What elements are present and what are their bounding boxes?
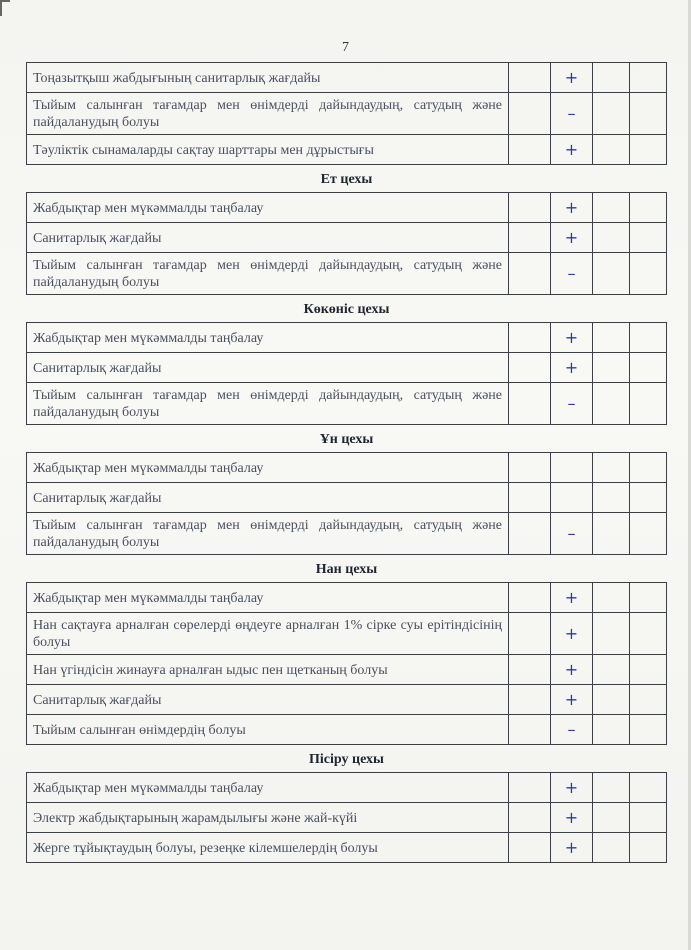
empty-cell: [630, 803, 667, 833]
criterion-text: Санитарлық жағдайы: [27, 685, 509, 715]
empty-cell: [509, 135, 551, 165]
check-mark-cell: –: [551, 513, 593, 555]
empty-cell: [630, 453, 667, 483]
check-mark-cell: +: [551, 353, 593, 383]
checklist-row: [27, 655, 667, 685]
empty-cell: [509, 253, 551, 295]
criterion-text: Нан сақтауға арналған сөрелерді өңдеуге арналған 1% сірке суы ерітіндісінің болуы: [27, 613, 509, 655]
checklist-row: [27, 583, 667, 613]
empty-cell: [593, 223, 630, 253]
checklist-row: [27, 63, 667, 93]
section-header-row: [27, 295, 667, 323]
empty-cell: [593, 323, 630, 353]
empty-cell: [630, 655, 667, 685]
check-mark-cell: +: [551, 135, 593, 165]
section-header-row: [27, 165, 667, 193]
checklist-row: [27, 773, 667, 803]
criterion-text: Жабдықтар мен мүкәммалды таңбалау: [27, 583, 509, 613]
check-mark-cell: [551, 483, 593, 513]
empty-cell: [509, 833, 551, 863]
section-header-row: [27, 555, 667, 583]
empty-cell: [593, 833, 630, 863]
criterion-text: Жабдықтар мен мүкәммалды таңбалау: [27, 453, 509, 483]
empty-cell: [630, 685, 667, 715]
section-title: Нан цехы: [27, 555, 667, 583]
check-mark-cell: –: [551, 383, 593, 425]
empty-cell: [509, 383, 551, 425]
empty-cell: [593, 583, 630, 613]
empty-cell: [593, 193, 630, 223]
checklist-row: [27, 613, 667, 655]
empty-cell: [593, 715, 630, 745]
empty-cell: [509, 773, 551, 803]
empty-cell: [509, 685, 551, 715]
empty-cell: [509, 655, 551, 685]
empty-cell: [630, 833, 667, 863]
check-mark-cell: [551, 453, 593, 483]
empty-cell: [630, 193, 667, 223]
checklist-row: [27, 453, 667, 483]
criterion-text: Тыйым салынған тағамдар мен өнімдерді дайындаудың, сатудың және пайдаланудың болуы: [27, 383, 509, 425]
empty-cell: [509, 613, 551, 655]
empty-cell: [593, 685, 630, 715]
checklist-row: [27, 253, 667, 295]
check-mark-cell: –: [551, 715, 593, 745]
criterion-text: Тыйым салынған тағамдар мен өнімдерді дайындаудың, сатудың және пайдаланудың болуы: [27, 93, 509, 135]
empty-cell: [509, 223, 551, 253]
check-mark-cell: +: [551, 323, 593, 353]
checklist-row: [27, 715, 667, 745]
empty-cell: [509, 353, 551, 383]
empty-cell: [593, 803, 630, 833]
criterion-text: Санитарлық жағдайы: [27, 483, 509, 513]
criterion-text: Жабдықтар мен мүкәммалды таңбалау: [27, 323, 509, 353]
checklist-row: [27, 193, 667, 223]
criterion-text: Жабдықтар мен мүкәммалды таңбалау: [27, 193, 509, 223]
checklist-row: [27, 383, 667, 425]
checklist-row: [27, 803, 667, 833]
empty-cell: [509, 483, 551, 513]
check-mark-cell: +: [551, 613, 593, 655]
empty-cell: [509, 63, 551, 93]
section-header-row: [27, 745, 667, 773]
criterion-text: Тыйым салынған өнімдердің болуы: [27, 715, 509, 745]
empty-cell: [593, 63, 630, 93]
empty-cell: [509, 453, 551, 483]
checklist-row: [27, 135, 667, 165]
empty-cell: [593, 383, 630, 425]
empty-cell: [630, 223, 667, 253]
empty-cell: [593, 253, 630, 295]
checklist-row: [27, 483, 667, 513]
criterion-text: Жабдықтар мен мүкәммалды таңбалау: [27, 773, 509, 803]
empty-cell: [509, 323, 551, 353]
empty-cell: [630, 715, 667, 745]
empty-cell: [630, 93, 667, 135]
checklist-row: [27, 513, 667, 555]
checklist-row: [27, 93, 667, 135]
check-mark-cell: +: [551, 583, 593, 613]
criterion-text: Санитарлық жағдайы: [27, 223, 509, 253]
empty-cell: [509, 193, 551, 223]
criterion-text: Тыйым салынған тағамдар мен өнімдерді дайындаудың, сатудың және пайдаланудың болуы: [27, 253, 509, 295]
check-mark-cell: +: [551, 833, 593, 863]
check-mark-cell: –: [551, 93, 593, 135]
check-mark-cell: +: [551, 63, 593, 93]
empty-cell: [630, 483, 667, 513]
empty-cell: [630, 773, 667, 803]
empty-cell: [593, 773, 630, 803]
criterion-text: Тыйым салынған тағамдар мен өнімдерді дайындаудың, сатудың және пайдаланудың болуы: [27, 513, 509, 555]
empty-cell: [630, 253, 667, 295]
section-title: Ұн цехы: [27, 425, 667, 453]
checklist-body: [27, 63, 667, 863]
criterion-text: Тәуліктік сынамаларды сақтау шарттары мен дұрыстығы: [27, 135, 509, 165]
checklist-row: [27, 223, 667, 253]
empty-cell: [630, 63, 667, 93]
check-mark-cell: –: [551, 253, 593, 295]
section-title: Ет цехы: [27, 165, 667, 193]
empty-cell: [509, 513, 551, 555]
empty-cell: [630, 353, 667, 383]
empty-cell: [593, 453, 630, 483]
check-mark-cell: +: [551, 773, 593, 803]
section-title: Пісіру цехы: [27, 745, 667, 773]
check-mark-cell: +: [551, 685, 593, 715]
check-mark-cell: +: [551, 803, 593, 833]
criterion-text: Электр жабдықтарының жарамдылығы және жай-күйі: [27, 803, 509, 833]
checklist-row: [27, 353, 667, 383]
section-header-row: [27, 425, 667, 453]
empty-cell: [509, 803, 551, 833]
empty-cell: [593, 613, 630, 655]
criterion-text: Санитарлық жағдайы: [27, 353, 509, 383]
inspection-checklist-table: [26, 62, 667, 863]
empty-cell: [593, 93, 630, 135]
criterion-text: Жерге тұйықтаудың болуы, резеңке кілемшелердің болуы: [27, 833, 509, 863]
section-title: Көкөніс цехы: [27, 295, 667, 323]
empty-cell: [593, 353, 630, 383]
check-mark-cell: +: [551, 193, 593, 223]
check-mark-cell: +: [551, 223, 593, 253]
checklist-row: [27, 685, 667, 715]
empty-cell: [630, 135, 667, 165]
staple-mark: [0, 0, 10, 16]
empty-cell: [509, 583, 551, 613]
checklist-row: [27, 833, 667, 863]
page-number: 7: [342, 40, 349, 55]
empty-cell: [630, 583, 667, 613]
empty-cell: [593, 135, 630, 165]
checklist-row: [27, 323, 667, 353]
empty-cell: [630, 383, 667, 425]
empty-cell: [593, 513, 630, 555]
empty-cell: [509, 93, 551, 135]
check-mark-cell: +: [551, 655, 593, 685]
empty-cell: [630, 613, 667, 655]
empty-cell: [509, 715, 551, 745]
criterion-text: Нан үгіндісін жинауға арналған ыдыс пен щетканың болуы: [27, 655, 509, 685]
empty-cell: [630, 323, 667, 353]
empty-cell: [630, 513, 667, 555]
empty-cell: [593, 483, 630, 513]
empty-cell: [593, 655, 630, 685]
criterion-text: Тоңазытқыш жабдығының санитарлық жағдайы: [27, 63, 509, 93]
